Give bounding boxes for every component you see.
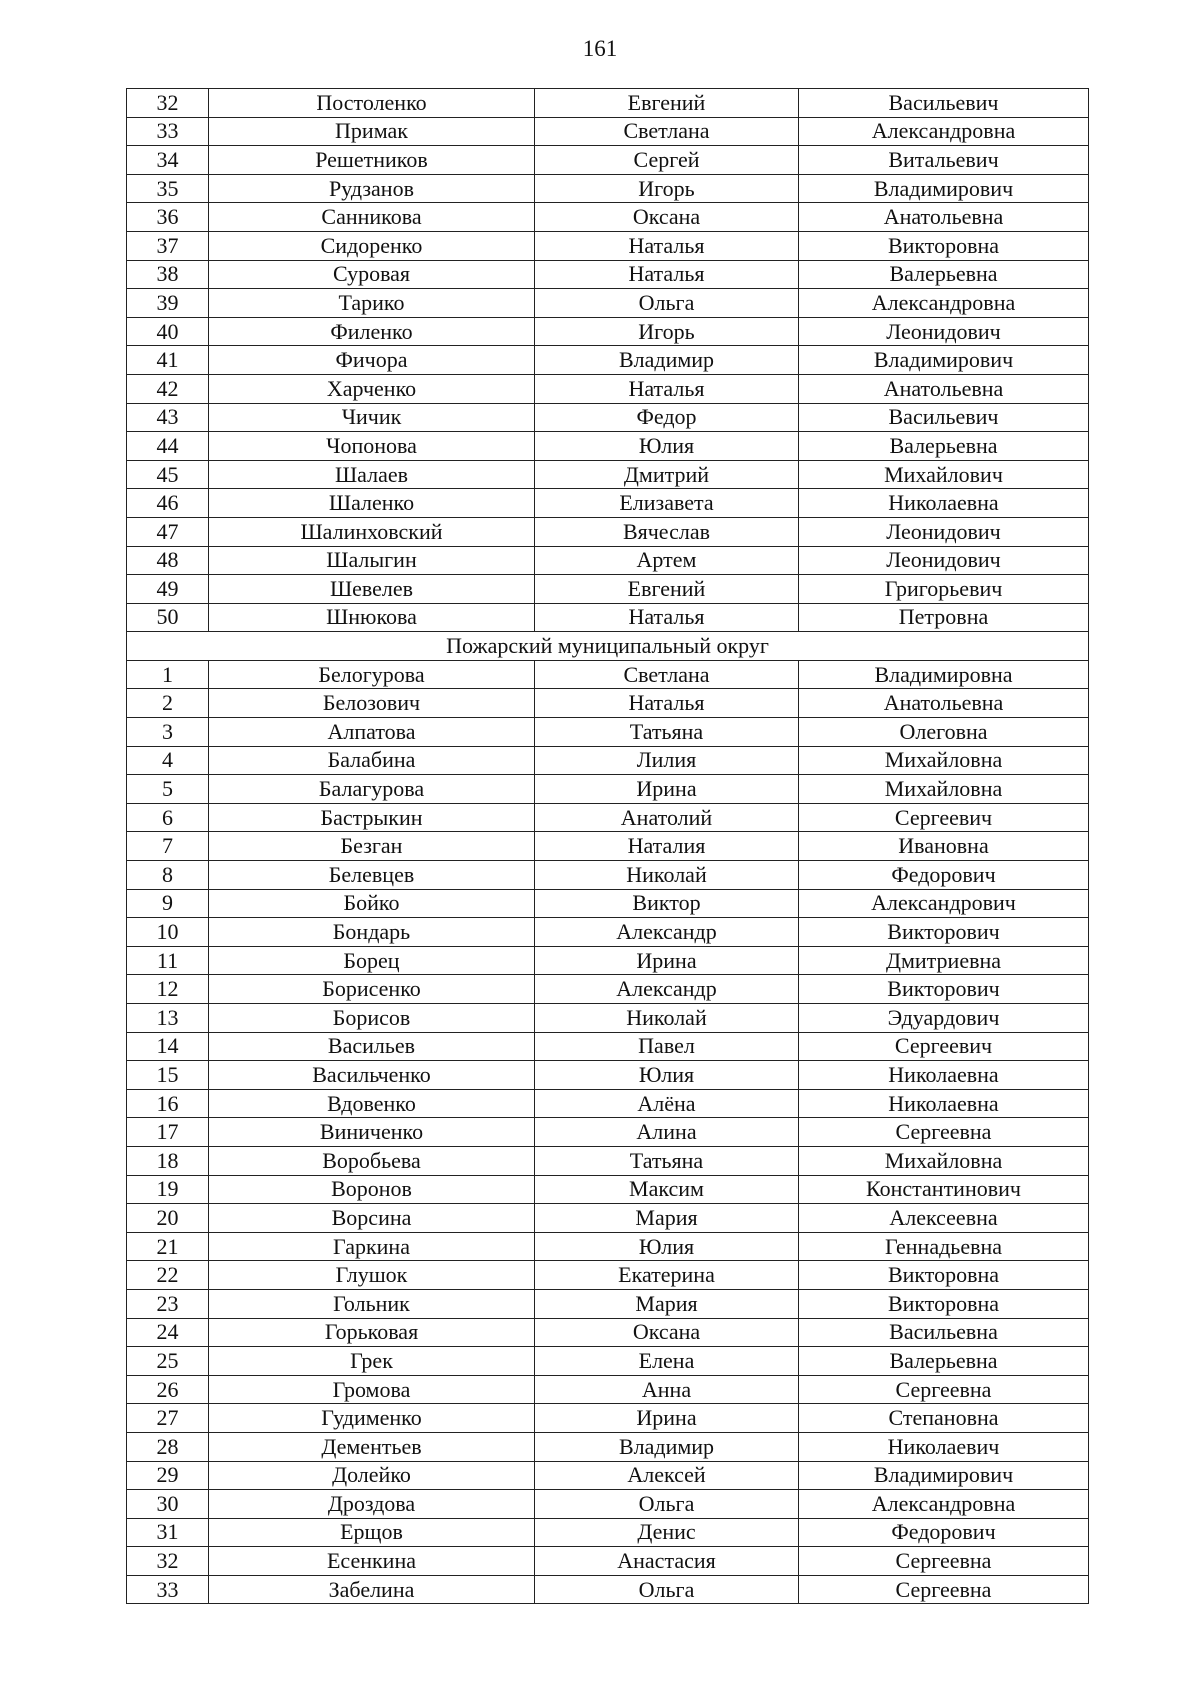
row-number-cell: 3 <box>127 718 209 747</box>
last-name-cell: Гольник <box>209 1289 535 1318</box>
table-row <box>127 489 1089 518</box>
table-row <box>127 575 1089 604</box>
first-name-cell: Татьяна <box>535 718 799 747</box>
first-name-cell: Александр <box>535 918 799 947</box>
roster-table <box>126 88 1089 1604</box>
first-name-cell: Юлия <box>535 1061 799 1090</box>
row-number-cell: 1 <box>127 660 209 689</box>
row-number-cell: 10 <box>127 918 209 947</box>
patronymic-cell: Николаевич <box>799 1432 1089 1461</box>
row-number-cell: 33 <box>127 1575 209 1604</box>
patronymic-cell: Петровна <box>799 603 1089 632</box>
last-name-cell: Фичора <box>209 346 535 375</box>
first-name-cell: Екатерина <box>535 1261 799 1290</box>
last-name-cell: Горьковая <box>209 1318 535 1347</box>
section-header-row <box>127 632 1089 661</box>
patronymic-cell: Николаевна <box>799 1089 1089 1118</box>
last-name-cell: Белевцев <box>209 861 535 890</box>
first-name-cell: Мария <box>535 1204 799 1233</box>
patronymic-cell: Александровна <box>799 117 1089 146</box>
table-row <box>127 517 1089 546</box>
last-name-cell: Бастрыкин <box>209 803 535 832</box>
page-number: 161 <box>582 36 618 61</box>
last-name-cell: Вдовенко <box>209 1089 535 1118</box>
patronymic-cell: Алексеевна <box>799 1204 1089 1233</box>
table-row <box>127 117 1089 146</box>
patronymic-cell: Николаевна <box>799 1061 1089 1090</box>
last-name-cell: Примак <box>209 117 535 146</box>
row-number-cell: 7 <box>127 832 209 861</box>
table-row <box>127 260 1089 289</box>
last-name-cell: Долейко <box>209 1461 535 1490</box>
patronymic-cell: Владимировна <box>799 660 1089 689</box>
table-row <box>127 861 1089 890</box>
first-name-cell: Алина <box>535 1118 799 1147</box>
last-name-cell: Забелина <box>209 1575 535 1604</box>
last-name-cell: Глушок <box>209 1261 535 1290</box>
table-row <box>127 346 1089 375</box>
table-row <box>127 1490 1089 1519</box>
first-name-cell: Оксана <box>535 1318 799 1347</box>
first-name-cell: Наталья <box>535 231 799 260</box>
row-number-cell: 34 <box>127 146 209 175</box>
patronymic-cell: Витальевич <box>799 146 1089 175</box>
patronymic-cell: Сергеевич <box>799 1032 1089 1061</box>
row-number-cell: 6 <box>127 803 209 832</box>
patronymic-cell: Анатольевна <box>799 689 1089 718</box>
first-name-cell: Ольга <box>535 1490 799 1519</box>
last-name-cell: Борец <box>209 946 535 975</box>
patronymic-cell: Викторовна <box>799 1289 1089 1318</box>
first-name-cell: Дмитрий <box>535 460 799 489</box>
table-row <box>127 832 1089 861</box>
row-number-cell: 22 <box>127 1261 209 1290</box>
table-row <box>127 1261 1089 1290</box>
last-name-cell: Дроздова <box>209 1490 535 1519</box>
last-name-cell: Балабина <box>209 746 535 775</box>
patronymic-cell: Владимирович <box>799 346 1089 375</box>
patronymic-cell: Николаевна <box>799 489 1089 518</box>
patronymic-cell: Леонидович <box>799 317 1089 346</box>
first-name-cell: Наталья <box>535 689 799 718</box>
first-name-cell: Елена <box>535 1347 799 1376</box>
table-row <box>127 146 1089 175</box>
first-name-cell: Наталья <box>535 374 799 403</box>
first-name-cell: Ирина <box>535 775 799 804</box>
patronymic-cell: Александровна <box>799 289 1089 318</box>
row-number-cell: 24 <box>127 1318 209 1347</box>
last-name-cell: Сидоренко <box>209 231 535 260</box>
last-name-cell: Белозович <box>209 689 535 718</box>
table-row <box>127 1375 1089 1404</box>
row-number-cell: 42 <box>127 374 209 403</box>
row-number-cell: 32 <box>127 1547 209 1576</box>
first-name-cell: Игорь <box>535 317 799 346</box>
first-name-cell: Анастасия <box>535 1547 799 1576</box>
last-name-cell: Решетников <box>209 146 535 175</box>
row-number-cell: 19 <box>127 1175 209 1204</box>
table-row <box>127 1347 1089 1376</box>
last-name-cell: Есенкина <box>209 1547 535 1576</box>
table-row <box>127 1061 1089 1090</box>
first-name-cell: Павел <box>535 1032 799 1061</box>
patronymic-cell: Олеговна <box>799 718 1089 747</box>
patronymic-cell: Дмитриевна <box>799 946 1089 975</box>
patronymic-cell: Геннадьевна <box>799 1232 1089 1261</box>
row-number-cell: 18 <box>127 1146 209 1175</box>
last-name-cell: Борисенко <box>209 975 535 1004</box>
table-row <box>127 918 1089 947</box>
patronymic-cell: Викторовна <box>799 1261 1089 1290</box>
last-name-cell: Санникова <box>209 203 535 232</box>
last-name-cell: Постоленко <box>209 89 535 118</box>
first-name-cell: Игорь <box>535 174 799 203</box>
row-number-cell: 50 <box>127 603 209 632</box>
row-number-cell: 29 <box>127 1461 209 1490</box>
patronymic-cell: Ивановна <box>799 832 1089 861</box>
table-row <box>127 203 1089 232</box>
patronymic-cell: Васильевна <box>799 1318 1089 1347</box>
table-row <box>127 1175 1089 1204</box>
table-row <box>127 1404 1089 1433</box>
last-name-cell: Дементьев <box>209 1432 535 1461</box>
table-row <box>127 1089 1089 1118</box>
first-name-cell: Ольга <box>535 1575 799 1604</box>
table-row <box>127 1032 1089 1061</box>
table-row <box>127 89 1089 118</box>
table-row <box>127 174 1089 203</box>
first-name-cell: Мария <box>535 1289 799 1318</box>
row-number-cell: 9 <box>127 889 209 918</box>
patronymic-cell: Викторович <box>799 918 1089 947</box>
table-row <box>127 689 1089 718</box>
patronymic-cell: Сергеевна <box>799 1547 1089 1576</box>
patronymic-cell: Федорович <box>799 861 1089 890</box>
table-row <box>127 374 1089 403</box>
row-number-cell: 14 <box>127 1032 209 1061</box>
table-row <box>127 289 1089 318</box>
first-name-cell: Евгений <box>535 89 799 118</box>
last-name-cell: Бондарь <box>209 918 535 947</box>
row-number-cell: 21 <box>127 1232 209 1261</box>
first-name-cell: Анна <box>535 1375 799 1404</box>
patronymic-cell: Александровна <box>799 1490 1089 1519</box>
table-row <box>127 432 1089 461</box>
last-name-cell: Ворсина <box>209 1204 535 1233</box>
row-number-cell: 36 <box>127 203 209 232</box>
row-number-cell: 25 <box>127 1347 209 1376</box>
table-row <box>127 889 1089 918</box>
last-name-cell: Борисов <box>209 1004 535 1033</box>
table-row <box>127 1232 1089 1261</box>
table-row <box>127 603 1089 632</box>
patronymic-cell: Васильевич <box>799 403 1089 432</box>
patronymic-cell: Степановна <box>799 1404 1089 1433</box>
last-name-cell: Гудименко <box>209 1404 535 1433</box>
last-name-cell: Тарико <box>209 289 535 318</box>
row-number-cell: 38 <box>127 260 209 289</box>
patronymic-cell: Анатольевна <box>799 203 1089 232</box>
last-name-cell: Шевелев <box>209 575 535 604</box>
first-name-cell: Федор <box>535 403 799 432</box>
patronymic-cell: Сергеевна <box>799 1118 1089 1147</box>
row-number-cell: 37 <box>127 231 209 260</box>
row-number-cell: 32 <box>127 89 209 118</box>
table-row <box>127 1547 1089 1576</box>
row-number-cell: 39 <box>127 289 209 318</box>
patronymic-cell: Анатольевна <box>799 374 1089 403</box>
first-name-cell: Сергей <box>535 146 799 175</box>
last-name-cell: Алпатова <box>209 718 535 747</box>
first-name-cell: Виктор <box>535 889 799 918</box>
last-name-cell: Балагурова <box>209 775 535 804</box>
row-number-cell: 2 <box>127 689 209 718</box>
last-name-cell: Шаленко <box>209 489 535 518</box>
table-row <box>127 975 1089 1004</box>
last-name-cell: Рудзанов <box>209 174 535 203</box>
roster-table-body <box>127 89 1089 1604</box>
table-row <box>127 1146 1089 1175</box>
patronymic-cell: Михайловна <box>799 775 1089 804</box>
table-row <box>127 1432 1089 1461</box>
first-name-cell: Юлия <box>535 432 799 461</box>
last-name-cell: Харченко <box>209 374 535 403</box>
first-name-cell: Юлия <box>535 1232 799 1261</box>
patronymic-cell: Александрович <box>799 889 1089 918</box>
first-name-cell: Наталия <box>535 832 799 861</box>
last-name-cell: Шалинховский <box>209 517 535 546</box>
first-name-cell: Анатолий <box>535 803 799 832</box>
patronymic-cell: Леонидович <box>799 546 1089 575</box>
patronymic-cell: Васильевич <box>799 89 1089 118</box>
first-name-cell: Алексей <box>535 1461 799 1490</box>
row-number-cell: 27 <box>127 1404 209 1433</box>
table-row <box>127 1518 1089 1547</box>
table-row <box>127 460 1089 489</box>
first-name-cell: Светлана <box>535 117 799 146</box>
row-number-cell: 44 <box>127 432 209 461</box>
row-number-cell: 48 <box>127 546 209 575</box>
first-name-cell: Вячеслав <box>535 517 799 546</box>
last-name-cell: Шнюкова <box>209 603 535 632</box>
table-row <box>127 1004 1089 1033</box>
last-name-cell: Шалаев <box>209 460 535 489</box>
table-row <box>127 317 1089 346</box>
row-number-cell: 45 <box>127 460 209 489</box>
table-row <box>127 403 1089 432</box>
first-name-cell: Ольга <box>535 289 799 318</box>
patronymic-cell: Валерьевна <box>799 432 1089 461</box>
patronymic-cell: Григорьевич <box>799 575 1089 604</box>
table-row <box>127 1318 1089 1347</box>
last-name-cell: Васильченко <box>209 1061 535 1090</box>
last-name-cell: Шалыгин <box>209 546 535 575</box>
patronymic-cell: Федорович <box>799 1518 1089 1547</box>
first-name-cell: Светлана <box>535 660 799 689</box>
last-name-cell: Гаркина <box>209 1232 535 1261</box>
first-name-cell: Евгений <box>535 575 799 604</box>
row-number-cell: 46 <box>127 489 209 518</box>
patronymic-cell: Михайловна <box>799 1146 1089 1175</box>
row-number-cell: 16 <box>127 1089 209 1118</box>
table-row <box>127 546 1089 575</box>
first-name-cell: Максим <box>535 1175 799 1204</box>
table-row <box>127 1204 1089 1233</box>
first-name-cell: Оксана <box>535 203 799 232</box>
row-number-cell: 23 <box>127 1289 209 1318</box>
patronymic-cell: Валерьевна <box>799 260 1089 289</box>
first-name-cell: Наталья <box>535 603 799 632</box>
first-name-cell: Артем <box>535 546 799 575</box>
first-name-cell: Денис <box>535 1518 799 1547</box>
patronymic-cell: Викторович <box>799 975 1089 1004</box>
row-number-cell: 12 <box>127 975 209 1004</box>
row-number-cell: 49 <box>127 575 209 604</box>
table-row <box>127 746 1089 775</box>
first-name-cell: Алёна <box>535 1089 799 1118</box>
patronymic-cell: Михайловна <box>799 746 1089 775</box>
row-number-cell: 40 <box>127 317 209 346</box>
row-number-cell: 30 <box>127 1490 209 1519</box>
first-name-cell: Ирина <box>535 946 799 975</box>
table-row <box>127 1461 1089 1490</box>
table-row <box>127 1118 1089 1147</box>
first-name-cell: Николай <box>535 1004 799 1033</box>
last-name-cell: Чичик <box>209 403 535 432</box>
first-name-cell: Владимир <box>535 1432 799 1461</box>
row-number-cell: 13 <box>127 1004 209 1033</box>
table-row <box>127 946 1089 975</box>
last-name-cell: Чопонова <box>209 432 535 461</box>
row-number-cell: 28 <box>127 1432 209 1461</box>
table-row <box>127 660 1089 689</box>
table-row <box>127 718 1089 747</box>
section-header-cell: Пожарский муниципальный округ <box>127 632 1089 661</box>
row-number-cell: 4 <box>127 746 209 775</box>
table-row <box>127 1289 1089 1318</box>
row-number-cell: 5 <box>127 775 209 804</box>
table-row <box>127 803 1089 832</box>
patronymic-cell: Сергеевна <box>799 1575 1089 1604</box>
first-name-cell: Елизавета <box>535 489 799 518</box>
last-name-cell: Белогурова <box>209 660 535 689</box>
first-name-cell: Николай <box>535 861 799 890</box>
patronymic-cell: Владимирович <box>799 1461 1089 1490</box>
last-name-cell: Суровая <box>209 260 535 289</box>
first-name-cell: Наталья <box>535 260 799 289</box>
row-number-cell: 8 <box>127 861 209 890</box>
row-number-cell: 15 <box>127 1061 209 1090</box>
patronymic-cell: Владимирович <box>799 174 1089 203</box>
row-number-cell: 35 <box>127 174 209 203</box>
patronymic-cell: Сергеевич <box>799 803 1089 832</box>
first-name-cell: Владимир <box>535 346 799 375</box>
table-row <box>127 1575 1089 1604</box>
row-number-cell: 26 <box>127 1375 209 1404</box>
last-name-cell: Виниченко <box>209 1118 535 1147</box>
patronymic-cell: Михайлович <box>799 460 1089 489</box>
first-name-cell: Лилия <box>535 746 799 775</box>
patronymic-cell: Валерьевна <box>799 1347 1089 1376</box>
patronymic-cell: Константинович <box>799 1175 1089 1204</box>
first-name-cell: Татьяна <box>535 1146 799 1175</box>
table-row <box>127 231 1089 260</box>
row-number-cell: 17 <box>127 1118 209 1147</box>
last-name-cell: Бойко <box>209 889 535 918</box>
table-row <box>127 775 1089 804</box>
first-name-cell: Ирина <box>535 1404 799 1433</box>
last-name-cell: Филенко <box>209 317 535 346</box>
last-name-cell: Воронов <box>209 1175 535 1204</box>
last-name-cell: Ерщов <box>209 1518 535 1547</box>
last-name-cell: Воробьева <box>209 1146 535 1175</box>
patronymic-cell: Леонидович <box>799 517 1089 546</box>
row-number-cell: 41 <box>127 346 209 375</box>
row-number-cell: 31 <box>127 1518 209 1547</box>
row-number-cell: 33 <box>127 117 209 146</box>
patronymic-cell: Эдуардович <box>799 1004 1089 1033</box>
row-number-cell: 11 <box>127 946 209 975</box>
row-number-cell: 20 <box>127 1204 209 1233</box>
patronymic-cell: Сергеевна <box>799 1375 1089 1404</box>
last-name-cell: Безган <box>209 832 535 861</box>
last-name-cell: Васильев <box>209 1032 535 1061</box>
row-number-cell: 43 <box>127 403 209 432</box>
patronymic-cell: Викторовна <box>799 231 1089 260</box>
last-name-cell: Грек <box>209 1347 535 1376</box>
row-number-cell: 47 <box>127 517 209 546</box>
last-name-cell: Громова <box>209 1375 535 1404</box>
first-name-cell: Александр <box>535 975 799 1004</box>
